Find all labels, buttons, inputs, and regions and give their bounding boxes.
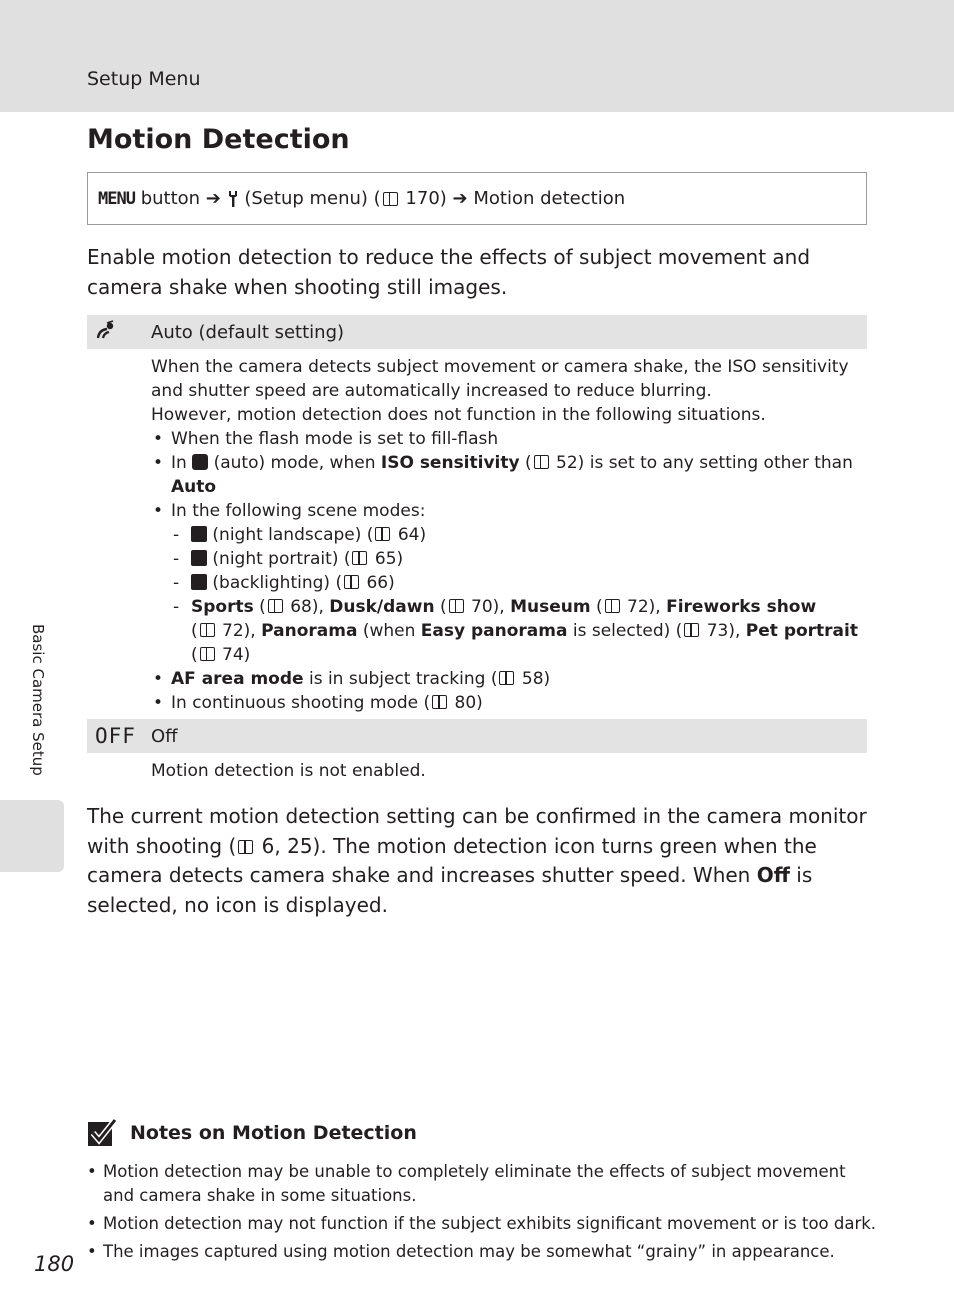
list-item-text: (when	[362, 621, 416, 641]
list-item-text: 64)	[397, 525, 427, 545]
para-text: The current motion detection setting can be confirmed in the camera monitor with shooting (	[87, 804, 867, 858]
page-title: Motion Detection	[87, 124, 350, 155]
option-auto-description	[151, 355, 867, 715]
scene-dusk-dawn: Dusk/dawn	[329, 597, 435, 617]
page-number: 180	[34, 1252, 75, 1276]
para-text: is selected, no icon is displayed.	[87, 863, 813, 917]
book-icon	[499, 671, 514, 685]
setup-menu-text: (Setup menu) (	[244, 188, 381, 209]
auto-term: Auto	[171, 477, 217, 497]
header-band	[0, 0, 954, 112]
wrench-icon	[227, 190, 239, 208]
list-item-text: In continuous shooting mode (	[171, 693, 431, 713]
list-item-text: 52) is set to any setting other than	[556, 453, 853, 473]
list-item-text: 65)	[374, 549, 404, 569]
book-icon	[605, 599, 620, 613]
intro-paragraph: Enable motion detection to reduce the effects of subject movement and camera shake when shooting still images.	[87, 245, 811, 299]
scene-museum: Museum	[510, 597, 591, 617]
option-off-label: Off	[151, 725, 178, 747]
book-icon	[238, 840, 253, 854]
confirmation-paragraph	[87, 802, 877, 920]
page-ref: 74)	[222, 645, 251, 665]
scene-pet-portrait: Pet portrait	[745, 621, 858, 641]
list-item-text: is selected) (	[572, 621, 683, 641]
book-icon	[449, 599, 464, 613]
scene-panorama: Panorama	[261, 621, 358, 641]
af-area-mode-term: AF area mode	[171, 669, 304, 689]
off-desc: Motion detection is not enabled.	[151, 761, 426, 781]
off-term: Off	[756, 863, 790, 887]
notes-title: Notes on Motion Detection	[130, 1122, 417, 1144]
list-item	[151, 427, 867, 451]
page-ref: 80)	[454, 693, 483, 713]
iso-sensitivity-term: ISO sensitivity	[380, 453, 520, 473]
checkmark-icon	[87, 1118, 117, 1148]
list-item-text: (backlighting) (	[212, 573, 343, 593]
arrow-icon: ➔	[452, 188, 468, 209]
list-item-text: (night portrait) (	[212, 549, 351, 569]
scene-sports: Sports	[191, 597, 254, 617]
off-icon: OFF	[95, 724, 136, 748]
book-icon	[375, 527, 390, 541]
nav-close: )	[439, 188, 447, 209]
list-item-text: (night landscape) (	[212, 525, 374, 545]
list-item: • Motion detection may be unable to completely eliminate the effects of subject movement and camera shake in some situations.	[87, 1160, 877, 1208]
list-item-text: 66)	[366, 573, 395, 593]
list-item: • Motion detection may not function if the subject exhibits significant movement or is too dark.	[87, 1212, 877, 1236]
night-landscape-icon	[191, 526, 207, 542]
book-icon	[383, 192, 398, 206]
nav-page: 170	[405, 188, 440, 209]
book-icon	[352, 551, 367, 565]
list-item-text: (auto) mode, when	[213, 453, 376, 473]
notes-heading	[87, 1118, 417, 1148]
auto-exception-list	[151, 427, 867, 715]
list-item: • The images captured using motion detection may be somewhat “grainy” in appearance.	[87, 1240, 877, 1264]
chapter-tab	[0, 800, 64, 872]
book-icon	[268, 599, 283, 613]
page-ref: 72),	[627, 597, 661, 617]
scene-list-item	[151, 547, 867, 571]
book-icon	[200, 623, 215, 637]
backlighting-icon	[191, 574, 207, 590]
page-ref: 58)	[521, 669, 551, 689]
list-item-text: When the flash mode is set to fill-flash	[171, 429, 499, 449]
list-item-text: In the following scene modes:	[171, 501, 426, 521]
list-item-text: (	[525, 453, 532, 473]
option-off-bar	[87, 719, 867, 753]
auto-desc-1: When the camera detects subject movement or camera shake, the ISO sensitivity and shutter speed are automatically increased to reduce blurring.	[151, 357, 849, 401]
scene-list-item: - Sports ( 68), Dusk/dawn ( 70), Museum ( 72), Fireworks show ( 72), Panorama (when Easy panorama is selected) ( 73), Pet portrait ( 74)	[151, 595, 867, 667]
list-item-text: is in subject tracking (	[308, 669, 498, 689]
section-label: Setup Menu	[87, 68, 201, 90]
notes-list	[87, 1160, 877, 1268]
book-icon	[432, 695, 447, 709]
list-item-text: In	[171, 453, 187, 473]
menu-path-box	[87, 172, 867, 225]
menu-button-glyph: MENU	[98, 188, 135, 209]
option-off-description	[151, 759, 867, 783]
page-ref: 73),	[706, 621, 741, 641]
button-word: button	[140, 188, 201, 209]
option-auto-label: Auto (default setting)	[151, 321, 345, 343]
list-item	[151, 667, 867, 691]
arrow-icon: ➔	[205, 188, 221, 209]
page-ref: 70),	[471, 597, 505, 617]
book-icon	[534, 455, 549, 469]
book-icon	[684, 623, 699, 637]
motion-detection-icon	[87, 320, 151, 345]
page-ref: 72),	[222, 621, 256, 641]
scene-fireworks: Fireworks show	[666, 597, 817, 617]
book-icon	[200, 647, 215, 661]
scene-list-item	[151, 571, 867, 595]
nav-target: Motion detection	[473, 188, 626, 209]
auto-mode-camera-icon	[192, 454, 208, 470]
page-ref: 68),	[290, 597, 324, 617]
chapter-label: Basic Camera Setup	[29, 624, 47, 776]
night-portrait-icon	[191, 550, 207, 566]
auto-desc-2: However, motion detection does not function in the following situations.	[151, 405, 766, 425]
list-item	[151, 451, 867, 499]
list-item	[151, 499, 867, 523]
book-icon	[344, 575, 359, 589]
list-item	[151, 691, 867, 715]
option-auto-bar	[87, 315, 867, 349]
para-text: 6, 25). The motion detection icon turns green when the camera detects camera shake and increases shutter speed. When	[87, 833, 817, 887]
scene-list-item	[151, 523, 867, 547]
scene-easy-panorama: Easy panorama	[420, 621, 568, 641]
